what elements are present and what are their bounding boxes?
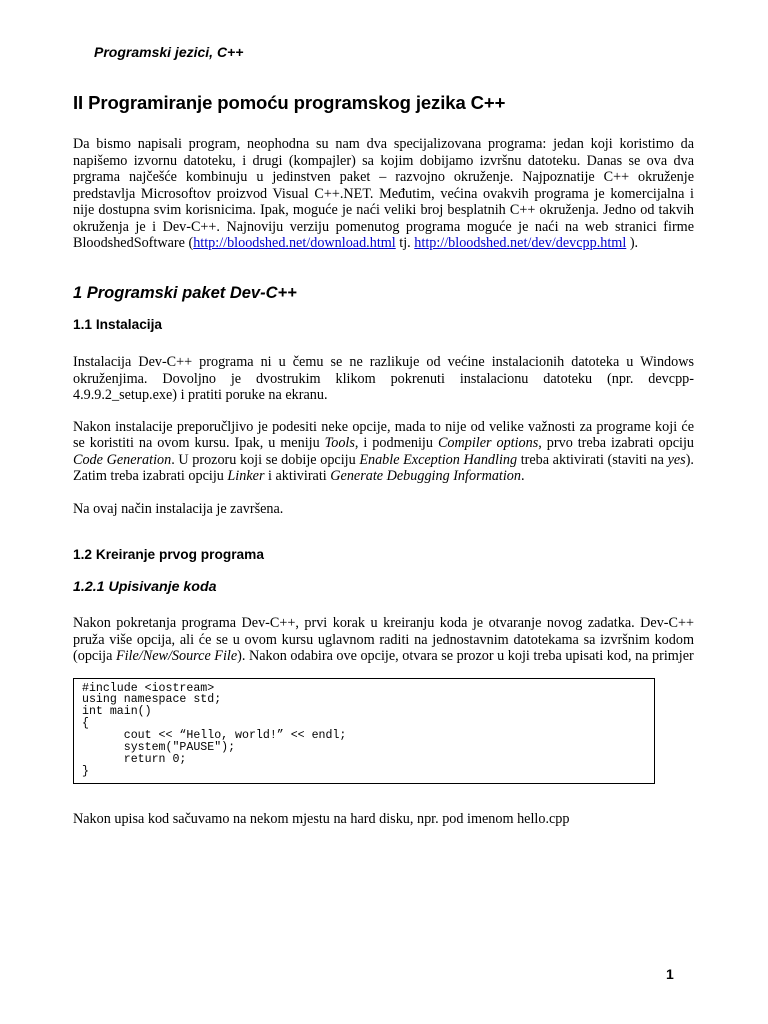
section-1-2-heading: 1.2 Kreiranje prvog programa xyxy=(73,547,264,563)
value-yes: yes xyxy=(667,451,686,468)
submenu-compiler-options: Compiler options xyxy=(437,435,539,452)
options-text-4: . U prozoru koji se dobije opciju xyxy=(171,451,360,468)
section-1-heading: 1 Programski paket Dev-C++ xyxy=(73,283,297,302)
running-header: Programski jezici, C++ xyxy=(94,44,244,60)
intro-text-3: ). xyxy=(626,235,639,251)
download-link[interactable]: http://bloodshed.net/download.html xyxy=(193,235,396,251)
option-linker: Linker xyxy=(227,468,265,485)
code-line: int main() xyxy=(82,705,152,719)
options-text-1: Nakon instalacije preporučljivo je podesiti neke opcije, mada to nije od velike važnosti za programe koji će se koristiti na ovom kursu. Ipak, u meniju xyxy=(73,418,694,452)
code-intro-paragraph xyxy=(73,615,694,665)
code-listing xyxy=(73,678,655,784)
options-text-5: treba aktivirati (staviti na xyxy=(517,451,668,468)
code-line: } xyxy=(82,764,89,778)
option-code-generation: Code Generation xyxy=(73,451,172,468)
options-text-8: . xyxy=(521,468,525,485)
code-line: cout << “Hello, world!” << endl; xyxy=(82,729,347,743)
chapter-title: II Programiranje pomoću programskog jezika C++ xyxy=(73,92,506,113)
options-text-6: ). Zatim treba izabrati opciju xyxy=(73,451,694,485)
menu-tools: Tools xyxy=(324,435,355,452)
code-line: return 0; xyxy=(82,753,187,766)
intro-text-1: Da bismo napisali program, neophodna su nam dva specijalizovana programa: jedan koji koristimo da napišemo izvornu datoteku, i drugi (kompajler) sa kojim dobijamo izvršnu datoteku. Danas se ova dva prgrama najčešće kombinuju u jedinstven paket – razvojno okruženje. Najpoznatije C++ okruženje predstavlja Microsoftov proizvod Visual C++.NET. Međutim, većina ovakvih programa je komercijalna i nije dostupna svim korisnicima. Ipak, moguće je naći veliki broj besplatnih C++ okruženja. Jedno od takvih okruženja je i Dev-C++. Najnoviju verziju pomenutog programa moguće je naći na web stranici firme BloodshedSoftware ( xyxy=(73,136,694,251)
page-number: 1 xyxy=(666,966,674,982)
install-paragraph: Instalacija Dev-C++ programa ni u čemu se ne razlikuje od većine instalacionih datoteka u Windows okruženjima. Dovoljno je dvostrukim klikom pokrenuti instalacionu datoteku (npr. devcpp-4.9.9.2_setup.exe) i pratiti poruke na ekranu. xyxy=(73,354,694,404)
option-generate-debugging-information: Generate Debugging Information xyxy=(330,468,521,485)
options-text-2: , i podmeniju xyxy=(354,435,438,452)
intro-text-2: tj. xyxy=(395,235,415,251)
devcpp-link[interactable]: http://bloodshed.net/dev/devcpp.html xyxy=(414,235,627,251)
code-line: { xyxy=(82,717,89,731)
options-paragraph xyxy=(73,419,694,485)
option-enable-exception-handling: Enable Exception Handling xyxy=(359,451,518,468)
section-1-2-1-heading: 1.2.1 Upisivanje koda xyxy=(73,579,217,596)
options-text-7: i aktivirati xyxy=(264,468,331,485)
page-content xyxy=(73,90,694,827)
option-file-new-source-file: File/New/Source File xyxy=(115,648,238,665)
save-paragraph: Nakon upisa kod sačuvamo na nekom mjestu na hard disku, npr. pod imenom hello.cpp xyxy=(73,810,570,827)
code-line: #include <iostream> xyxy=(82,681,215,695)
code-line: system("PAUSE"); xyxy=(82,741,236,755)
install-done-paragraph: Na ovaj način instalacija je završena. xyxy=(73,500,284,517)
section-1-1-heading: 1.1 Instalacija xyxy=(73,317,163,333)
code-intro-text-1: Nakon pokretanja programa Dev-C++, prvi korak u kreiranju koda je otvaranje novog zadatka. Dev-C++ pruža više opcija, ali će se u ovom kursu uglavnom raditi na jednostavnim datotekama sa izvršnim kodom (opcija xyxy=(73,615,694,665)
intro-paragraph xyxy=(73,136,694,252)
options-text-3: , prvo treba izabrati opciju xyxy=(538,435,695,452)
code-line: using namespace std; xyxy=(82,693,222,707)
code-intro-text-2: ). Nakon odabira ove opcije, otvara se prozor u koji treba upisati kod, na primjer xyxy=(237,648,694,665)
